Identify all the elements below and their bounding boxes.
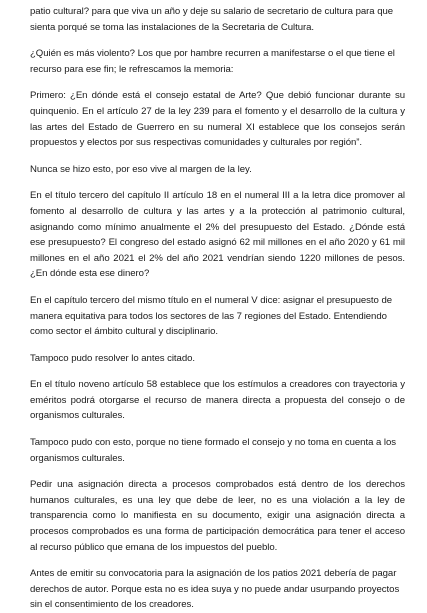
- paragraph: patio cultural? para que viva un año y deje su salario de secretario de cultura para que sienta porqué se toma las instalaciones de la Secretaria de Cultura.: [30, 6, 394, 33]
- paragraph: En el título noveno artículo 58 establece que los estímulos a creadores con trayectoria y eméritos podrá otorgarse el recurso de manera directa a propuesta del consejo o de organismos culturales.: [30, 379, 405, 422]
- paragraph: Tampoco pudo con esto, porque no tiene formado el consejo y no toma en cuenta a los organismos culturales.: [30, 437, 396, 464]
- paragraph: Antes de emitir su convocatoria para la asignación de los patios 2021 debería de pagar derechos de autor. Porque esta no es idea suya y no puede andar usurpando proyectos sin el consentimiento de los creadores.: [30, 568, 400, 611]
- paragraph: En el capítulo tercero del mismo título en el numeral V dice: asignar el presupuesto de manera equitativa para todos los sectores de las 7 regiones del Estado. Entendiendo como sector el ámbito cultural y disciplinario.: [30, 294, 393, 338]
- paragraph: Tampoco pudo resolver lo antes citado.: [30, 352, 196, 364]
- paragraph: Nunca se hizo esto, por eso vive al margen de la ley.: [30, 163, 252, 175]
- paragraph: Primero: ¿En dónde está el consejo estatal de Arte? Que debió funcionar durante su quinquenio. En el artículo 27 de la ley 239 para el fomento y el desarrollo de la cultura y las artes del Estado de Guerrero en su numeral XI establece que los consejos serán propuestos y electos por sus respectivas comunidades y culturales por región”.: [30, 90, 405, 149]
- paragraph: En el título tercero del capítulo II artículo 18 en el numeral III a la letra dice promover al fomento al desarrollo de cultura y las artes y a la protección al patrimonio cultural, asignando como mínimo anualmente el 2% del presupuesto del Estado. ¿Dónde está ese presupuesto? El congreso del estado asignó 62 mil millones en el año 2020 y 61 mil millones en el año 2021 el 2% del año 2021 vendrían siendo 1220 millones de pesos. ¿En dónde esta ese dinero?: [30, 190, 405, 280]
- paragraph: ¿Quién es más violento? Los que por hambre recurren a manifestarse o el que tiene el recurso para ese fin; le refrescamos la memoria:: [30, 48, 395, 75]
- paragraph: Pedir una asignación directa a procesos comprobados está dentro de los derechos humanos culturales, es una ley que debe de leer, no es una violación a la ley de transparencia como lo manifiesta en su documento, exigir una asignación directa a procesos comprobados es una forma de participación democrática para tener el acceso al recurso público que emana de los impuestos del pueblo.: [30, 479, 405, 553]
